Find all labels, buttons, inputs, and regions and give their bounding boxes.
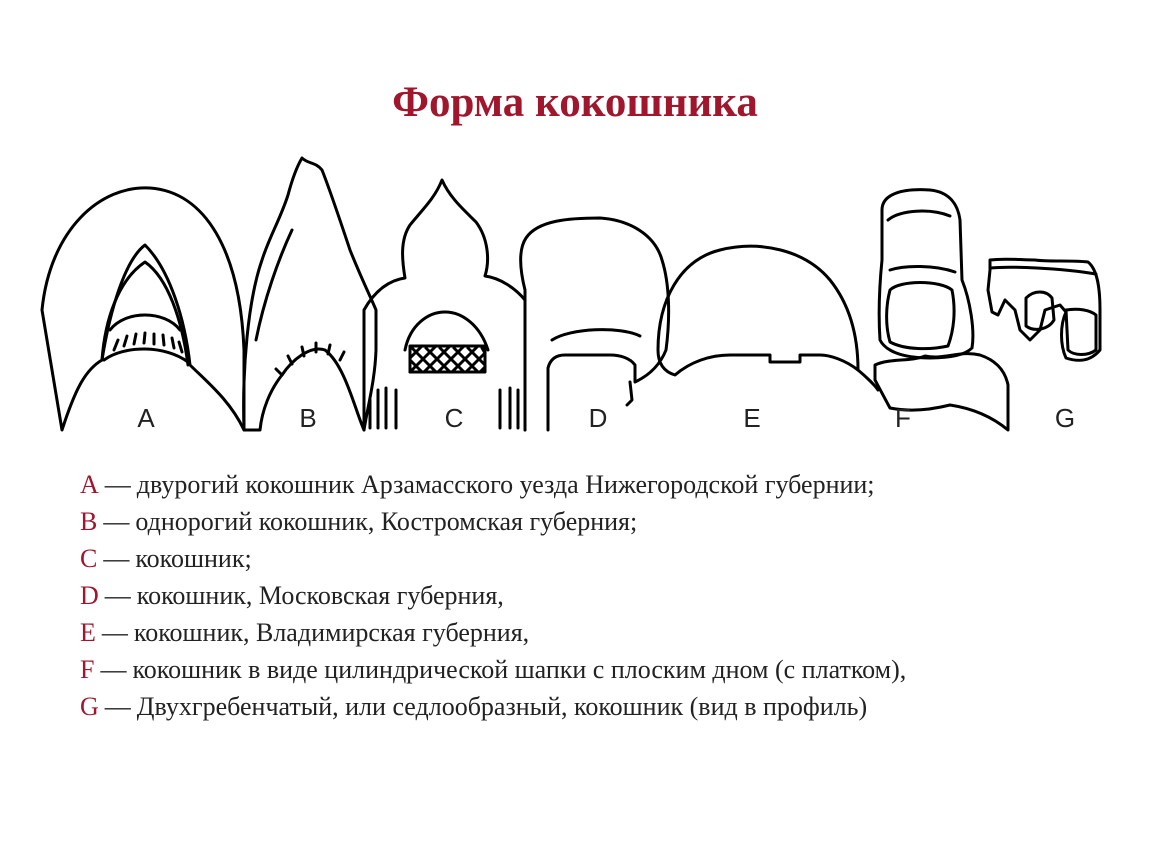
legend-key: E bbox=[80, 618, 96, 647]
figure-label-a: A bbox=[137, 403, 155, 433]
figure-label-c: C bbox=[444, 403, 464, 433]
legend-dash: — bbox=[104, 692, 131, 721]
legend-text: Двухгребенчатый, или седлообразный, кокошник (вид в профиль) bbox=[136, 692, 868, 721]
legend-item-d bbox=[80, 577, 1100, 614]
figure-label-b: B bbox=[299, 403, 317, 433]
legend-text: кокошник в виде цилиндрической шапки с плоским дном (с платком), bbox=[132, 655, 907, 684]
legend-dash: — bbox=[103, 507, 130, 536]
legend-text: кокошник, Владимирская губерния, bbox=[133, 618, 530, 647]
shape-a bbox=[42, 188, 244, 430]
legend-text: кокошник, Московская губерния, bbox=[136, 581, 504, 610]
legend-key: B bbox=[80, 507, 98, 536]
legend-item-c bbox=[80, 540, 1100, 577]
figure-label-f: F bbox=[895, 403, 911, 433]
figure-label-d: D bbox=[588, 403, 608, 433]
legend-text: кокошник; bbox=[135, 544, 252, 573]
legend-key: F bbox=[80, 655, 95, 684]
legend-text: однорогий кокошник, Костромская губерния; bbox=[135, 507, 638, 536]
legend-item-a bbox=[80, 466, 1100, 503]
legend-list bbox=[80, 466, 1100, 725]
shape-b bbox=[244, 158, 376, 430]
legend-dash: — bbox=[103, 544, 130, 573]
shape-g bbox=[988, 259, 1100, 360]
shape-f bbox=[875, 190, 1008, 430]
figure-label-e: E bbox=[743, 403, 761, 433]
legend-key: A bbox=[80, 470, 99, 499]
figure-label-g: G bbox=[1054, 403, 1076, 433]
legend-item-b bbox=[80, 503, 1100, 540]
kokoshnik-shapes-figure bbox=[30, 150, 1110, 450]
legend-item-g bbox=[80, 688, 1100, 725]
legend-dash: — bbox=[104, 470, 131, 499]
legend-key: D bbox=[80, 581, 99, 610]
page-title: Форма кокошника bbox=[392, 79, 758, 126]
legend-dash: — bbox=[101, 618, 128, 647]
legend-text: двурогий кокошник Арзамасского уезда Нижегородской губернии; bbox=[136, 470, 875, 499]
legend-key: G bbox=[80, 692, 99, 721]
legend-dash: — bbox=[104, 581, 131, 610]
legend-item-f bbox=[80, 651, 1100, 688]
shape-d bbox=[521, 218, 669, 430]
shape-c bbox=[364, 180, 525, 430]
legend-dash: — bbox=[100, 655, 127, 684]
shape-e bbox=[658, 246, 878, 390]
legend-item-e bbox=[80, 614, 1100, 651]
legend-key: C bbox=[80, 544, 98, 573]
